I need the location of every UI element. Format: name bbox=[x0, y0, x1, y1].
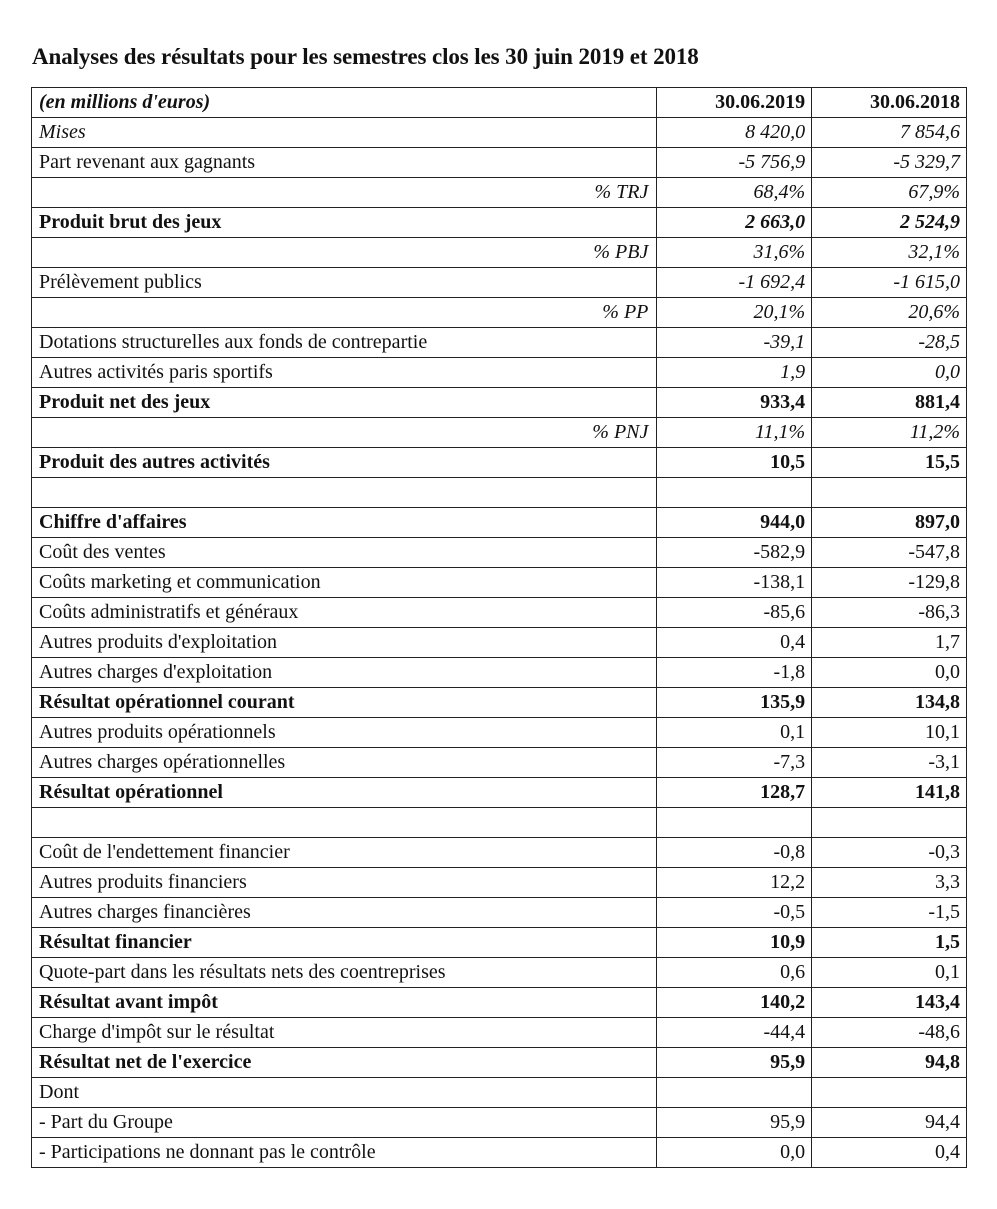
value-2019: -5 756,9 bbox=[657, 148, 812, 178]
table-row bbox=[32, 568, 967, 598]
value-2019: 128,7 bbox=[657, 778, 812, 808]
value-2019: 10,9 bbox=[657, 928, 812, 958]
value-2019: 1,9 bbox=[657, 358, 812, 388]
row-label: Résultat net de l'exercice bbox=[32, 1048, 657, 1078]
table-row bbox=[32, 898, 967, 928]
value-2019 bbox=[657, 478, 812, 508]
value-2018: -3,1 bbox=[812, 748, 967, 778]
value-2018: 881,4 bbox=[812, 388, 967, 418]
value-2019: -1,8 bbox=[657, 658, 812, 688]
row-label: Coûts administratifs et généraux bbox=[32, 598, 657, 628]
row-label: Mises bbox=[32, 118, 657, 148]
value-2018: 10,1 bbox=[812, 718, 967, 748]
value-2019: 135,9 bbox=[657, 688, 812, 718]
blank-row bbox=[32, 808, 967, 838]
header-col-2019: 30.06.2019 bbox=[657, 88, 812, 118]
value-2018 bbox=[812, 808, 967, 838]
value-2018: 2 524,9 bbox=[812, 208, 967, 238]
value-2018: -28,5 bbox=[812, 328, 967, 358]
value-2018: 143,4 bbox=[812, 988, 967, 1018]
table-row bbox=[32, 748, 967, 778]
value-2019: -0,5 bbox=[657, 898, 812, 928]
table-row bbox=[32, 958, 967, 988]
value-2019: 0,6 bbox=[657, 958, 812, 988]
value-2018: 15,5 bbox=[812, 448, 967, 478]
row-label: Dotations structurelles aux fonds de contrepartie bbox=[32, 328, 657, 358]
row-label: % PP bbox=[32, 298, 657, 328]
table-row bbox=[32, 328, 967, 358]
value-2019: 95,9 bbox=[657, 1048, 812, 1078]
value-2018: 94,8 bbox=[812, 1048, 967, 1078]
table-row bbox=[32, 208, 967, 238]
row-label: Part revenant aux gagnants bbox=[32, 148, 657, 178]
row-label: Dont bbox=[32, 1078, 657, 1108]
row-label: Quote-part dans les résultats nets des coentreprises bbox=[32, 958, 657, 988]
value-2018: -0,3 bbox=[812, 838, 967, 868]
row-label: Autres activités paris sportifs bbox=[32, 358, 657, 388]
row-label: Autres produits opérationnels bbox=[32, 718, 657, 748]
row-label: Résultat opérationnel courant bbox=[32, 688, 657, 718]
table-row bbox=[32, 418, 967, 448]
row-label: Produit net des jeux bbox=[32, 388, 657, 418]
table-row bbox=[32, 178, 967, 208]
value-2019: 2 663,0 bbox=[657, 208, 812, 238]
value-2019: -582,9 bbox=[657, 538, 812, 568]
value-2018: 1,7 bbox=[812, 628, 967, 658]
row-label: Autres produits financiers bbox=[32, 868, 657, 898]
value-2018 bbox=[812, 1078, 967, 1108]
value-2018: -1,5 bbox=[812, 898, 967, 928]
row-label: Produit brut des jeux bbox=[32, 208, 657, 238]
value-2019: 20,1% bbox=[657, 298, 812, 328]
header-unit-label: (en millions d'euros) bbox=[32, 88, 657, 118]
value-2019: 10,5 bbox=[657, 448, 812, 478]
table-row bbox=[32, 778, 967, 808]
value-2019: 0,4 bbox=[657, 628, 812, 658]
value-2019: 8 420,0 bbox=[657, 118, 812, 148]
table-row bbox=[32, 988, 967, 1018]
table-row bbox=[32, 718, 967, 748]
row-label: Charge d'impôt sur le résultat bbox=[32, 1018, 657, 1048]
table-row bbox=[32, 868, 967, 898]
value-2019: -1 692,4 bbox=[657, 268, 812, 298]
table-row bbox=[32, 1078, 967, 1108]
row-label: Autres charges financières bbox=[32, 898, 657, 928]
table-row bbox=[32, 658, 967, 688]
value-2019: 0,1 bbox=[657, 718, 812, 748]
value-2019: -85,6 bbox=[657, 598, 812, 628]
page-title: Analyses des résultats pour les semestres clos les 30 juin 2019 et 2018 bbox=[32, 44, 699, 69]
value-2019: 0,0 bbox=[657, 1138, 812, 1168]
table-row bbox=[32, 118, 967, 148]
table-row bbox=[32, 268, 967, 298]
table-row bbox=[32, 448, 967, 478]
table-row bbox=[32, 388, 967, 418]
value-2019: -44,4 bbox=[657, 1018, 812, 1048]
row-label: % PBJ bbox=[32, 238, 657, 268]
table-row bbox=[32, 928, 967, 958]
value-2018: 20,6% bbox=[812, 298, 967, 328]
row-label: Autres produits d'exploitation bbox=[32, 628, 657, 658]
value-2019: -39,1 bbox=[657, 328, 812, 358]
value-2018: 11,2% bbox=[812, 418, 967, 448]
table-row bbox=[32, 1138, 967, 1168]
value-2018: 141,8 bbox=[812, 778, 967, 808]
value-2018: 0,4 bbox=[812, 1138, 967, 1168]
row-label: - Participations ne donnant pas le contrôle bbox=[32, 1138, 657, 1168]
value-2019: -7,3 bbox=[657, 748, 812, 778]
value-2019: 31,6% bbox=[657, 238, 812, 268]
table-row bbox=[32, 1048, 967, 1078]
table-row bbox=[32, 238, 967, 268]
header-col-2018: 30.06.2018 bbox=[812, 88, 967, 118]
value-2018: 67,9% bbox=[812, 178, 967, 208]
value-2019 bbox=[657, 808, 812, 838]
value-2019: -138,1 bbox=[657, 568, 812, 598]
row-label: Résultat avant impôt bbox=[32, 988, 657, 1018]
table-row bbox=[32, 508, 967, 538]
blank-row bbox=[32, 478, 967, 508]
value-2018 bbox=[812, 478, 967, 508]
value-2018: 897,0 bbox=[812, 508, 967, 538]
value-2019 bbox=[657, 1078, 812, 1108]
row-label: - Part du Groupe bbox=[32, 1108, 657, 1138]
value-2018: 3,3 bbox=[812, 868, 967, 898]
value-2018: 94,4 bbox=[812, 1108, 967, 1138]
value-2019: 95,9 bbox=[657, 1108, 812, 1138]
row-label: % TRJ bbox=[32, 178, 657, 208]
row-label: Résultat opérationnel bbox=[32, 778, 657, 808]
value-2019: 140,2 bbox=[657, 988, 812, 1018]
value-2018: 134,8 bbox=[812, 688, 967, 718]
row-label: Autres charges d'exploitation bbox=[32, 658, 657, 688]
value-2019: 11,1% bbox=[657, 418, 812, 448]
value-2018: 0,0 bbox=[812, 358, 967, 388]
row-label: Coût de l'endettement financier bbox=[32, 838, 657, 868]
value-2018: -547,8 bbox=[812, 538, 967, 568]
row-label bbox=[32, 808, 657, 838]
value-2019: -0,8 bbox=[657, 838, 812, 868]
value-2018: -1 615,0 bbox=[812, 268, 967, 298]
value-2018: 1,5 bbox=[812, 928, 967, 958]
table-row bbox=[32, 628, 967, 658]
table-row bbox=[32, 148, 967, 178]
row-label: Coût des ventes bbox=[32, 538, 657, 568]
value-2018: 7 854,6 bbox=[812, 118, 967, 148]
table-header-row bbox=[32, 88, 967, 118]
value-2018: -129,8 bbox=[812, 568, 967, 598]
value-2018: -48,6 bbox=[812, 1018, 967, 1048]
table-row bbox=[32, 1018, 967, 1048]
row-label: Produit des autres activités bbox=[32, 448, 657, 478]
value-2019: 12,2 bbox=[657, 868, 812, 898]
value-2018: -5 329,7 bbox=[812, 148, 967, 178]
row-label: Prélèvement publics bbox=[32, 268, 657, 298]
table-row bbox=[32, 538, 967, 568]
value-2018: 0,1 bbox=[812, 958, 967, 988]
value-2019: 944,0 bbox=[657, 508, 812, 538]
table-row bbox=[32, 1108, 967, 1138]
table-row bbox=[32, 598, 967, 628]
table-row bbox=[32, 358, 967, 388]
value-2018: 32,1% bbox=[812, 238, 967, 268]
results-table bbox=[31, 87, 967, 1168]
row-label: Chiffre d'affaires bbox=[32, 508, 657, 538]
row-label bbox=[32, 478, 657, 508]
value-2018: 0,0 bbox=[812, 658, 967, 688]
row-label: Coûts marketing et communication bbox=[32, 568, 657, 598]
table-row bbox=[32, 688, 967, 718]
table-row bbox=[32, 838, 967, 868]
value-2018: -86,3 bbox=[812, 598, 967, 628]
value-2019: 933,4 bbox=[657, 388, 812, 418]
value-2019: 68,4% bbox=[657, 178, 812, 208]
row-label: % PNJ bbox=[32, 418, 657, 448]
row-label: Autres charges opérationnelles bbox=[32, 748, 657, 778]
table-row bbox=[32, 298, 967, 328]
row-label: Résultat financier bbox=[32, 928, 657, 958]
